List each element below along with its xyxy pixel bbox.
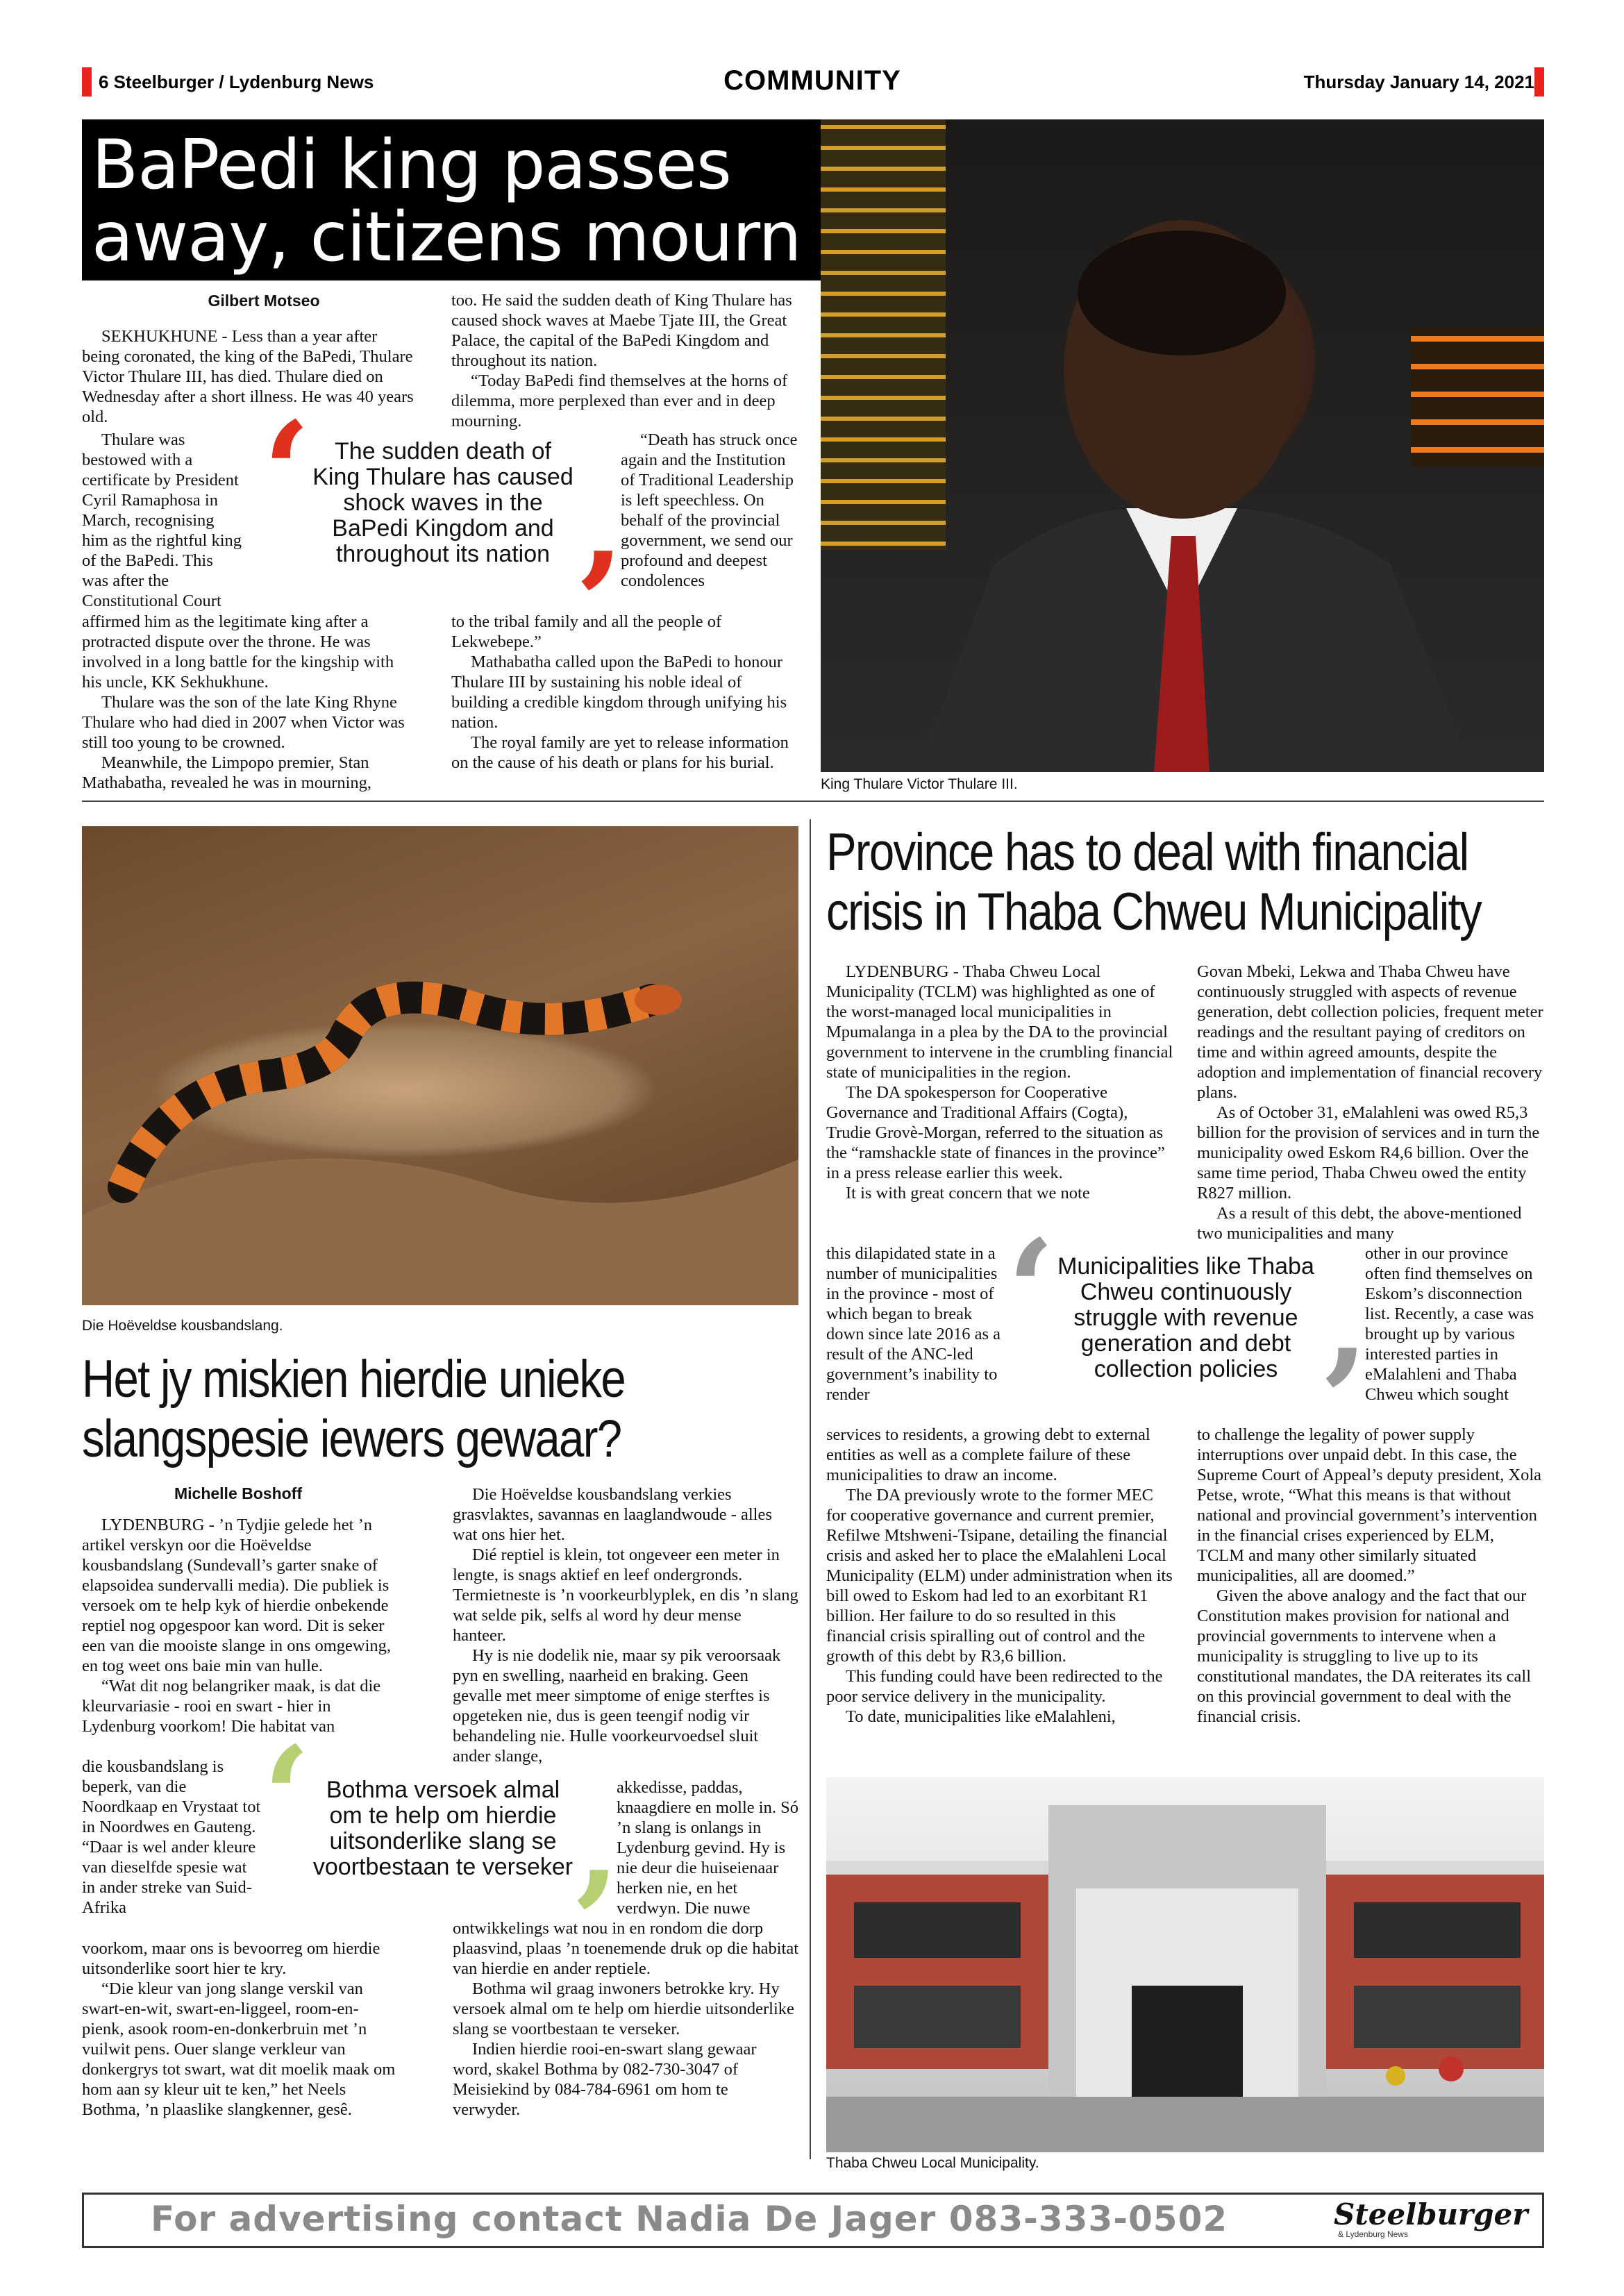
paragraph: This funding could have been redirected to the poor service delivery in the municipality. [826, 1667, 1163, 1706]
paragraph: die kousbandslang is beperk, van die Noordkaap en Vrystaat tot in Noordwes en Gauteng. “Daar is wel ander kleure van dieselfde spesie wat in ander streke van Suid-Afrika [82, 1757, 261, 1917]
page-label: 6 Steelburger / Lydenburg News [99, 72, 374, 92]
paragraph: other in our province often find themselves on Eskom’s disconnection list. Recently, a case was brought up by various interested parties in eMalahleni and Thaba Chweu which sought [1365, 1244, 1534, 1404]
close-quote-icon: ’ [575, 522, 623, 685]
paragraph: ontwikkelings wat nou in en rondom die dorp plaasvind, plaas ’n toenemende druk op die habitat van hierdie en ander reptiele. [453, 1919, 799, 1978]
article1-pull-quote: The sudden death of King Thulare has caused shock waves in the BaPedi Kingdom and throughout its nation [312, 438, 574, 567]
issue-date: Thursday January 14, 2021 [1303, 72, 1534, 92]
paragraph: Govan Mbeki, Lekwa and Thaba Chweu have continuously struggled with aspects of revenue generation, debt collection policies, frequent meter readings and the resultant paying of creditors on time and within agreed amounts, despite the adoption and implementation of financial recovery plans. [1197, 962, 1543, 1102]
close-quote-icon: ’ [571, 1841, 619, 2004]
article3-byline: Michelle Boshoff [174, 1484, 302, 1502]
paragraph: “Death has struck once again and the Institution of Traditional Leadership is left speechless. On behalf of the provincial government, we send our profound and deepest condolences [621, 430, 798, 590]
paragraph: Dié reptiel is klein, tot ongeveer een meter in lengte, is snags aktief en leef ondergronds. Termietneste is ’n voorkeurblyplek, en dis ’n slang wat selde pik, selfs al word hy deur mense hanteer. [453, 1545, 798, 1645]
paragraph: Die Hoëveldse kousbandslang verkies grasvlaktes, savannas en laaglandwoude - alles wat ons hier het. [453, 1485, 772, 1544]
advertising-contact: For advertising contact Nadia De Jager 083-333-0502 [151, 2199, 1228, 2239]
article2-column2-top [1197, 962, 1544, 1243]
section-title: COMMUNITY [723, 65, 901, 96]
article3-column2-top [453, 1484, 798, 1766]
article2-column2-bottom [1197, 1425, 1544, 1727]
paragraph: SEKHUKHUNE - Less than a year after being coronated, the king of the BaPedi, Thulare Victor Thulare III, has died. Thulare died on Wednesday after a short illness. He was 40 years old. [82, 327, 414, 426]
paragraph: “Wat dit nog belangriker maak, is dat die kleurvariasie - rooi en swart - hier in Lydenburg voorkom! Die habitat van [82, 1677, 381, 1736]
paragraph: Meanwhile, the Limpopo premier, Stan Mathabatha, revealed he was in mourning, [82, 753, 372, 792]
paragraph: As of October 31, eMalahleni was owed R5,3 billion for the provision of services and in turn the municipality owed Eskom R4,6 billion. Over the same time period, Thaba Chweu owed the entity R827 million. [1197, 1103, 1540, 1203]
article1-column2-wrap [621, 430, 798, 591]
figure-silhouette [821, 119, 1544, 772]
paragraph: The royal family are yet to release information on the cause of his death or plans for his burial. [451, 733, 789, 772]
municipality-building-photo [826, 1777, 1544, 2152]
open-quote-icon: ‘ [1007, 1209, 1055, 1373]
paragraph: It is with great concern that we note [846, 1184, 1090, 1203]
article3-column1-bottom [82, 1938, 400, 2120]
article1-headline-line1: BaPedi king passes [92, 126, 731, 205]
article2-column1-wrap [826, 1243, 1003, 1405]
article1-column1-wrap [82, 430, 242, 611]
open-quote-icon: ‘ [262, 392, 311, 555]
paragraph: voorkom, maar ons is bevoorreg om hierdie uitsonderlike soort hier te kry. [82, 1939, 380, 1978]
article2-column2-wrap [1365, 1243, 1544, 1405]
advertising-banner [82, 2193, 1544, 2248]
article3-column2-bottom [453, 1918, 798, 2120]
paragraph: services to residents, a growing debt to external entities as well as a complete failure of these municipalities to draw an income. [826, 1425, 1150, 1484]
garter-snake-photo [82, 826, 798, 1305]
paragraph: Given the above analogy and the fact that our Constitution makes provision for national and provincial governments to intervene when a municipality is struggling to live up to its constitutional mandates, the DA reiterates its call on this provincial government to deal with the financial crisis. [1197, 1586, 1532, 1726]
article3-column1-wrap [82, 1757, 264, 1918]
paragraph: Indien hierdie rooi-en-swart slang gewaar word, skakel Bothma by 082-730-3047 of Meisiekind by 084-784-6961 om hom te verwyder. [453, 2040, 757, 2119]
article3-headline-line2: slangspesie iewers gewaar? [82, 1409, 621, 1468]
king-thulare-photo [821, 119, 1544, 772]
article1-headline-line2: away, citizens mourn [92, 198, 801, 277]
article3-column2-wrap [617, 1777, 798, 1918]
article1-byline: Gilbert Motseo [208, 292, 320, 310]
paragraph: LYDENBURG - Thaba Chweu Local Municipality (TCLM) was highlighted as one of the worst-managed local municipalities in Mpumalanga in a plea by the DA to the provincial government to intervene in the crumbling financial state of municipalities in the region. [826, 962, 1173, 1082]
paragraph: The DA spokesperson for Cooperative Governance and Traditional Affairs (Cogta), Trudie Grovè-Morgan, referred to the situation as the “ramshackle state of finances in the province” in a press release earlier this week. [826, 1083, 1165, 1182]
article1-column2-top [451, 290, 797, 431]
article2-photo-caption: Thaba Chweu Local Municipality. [826, 2155, 1039, 2171]
article2-headline-line2: crisis in Thaba Chweu Municipality [826, 882, 1481, 941]
paragraph: to the tribal family and all the people of Lekwebepe.” [451, 612, 722, 651]
building-illustration [826, 1777, 1544, 2152]
article2-column1-top [826, 962, 1173, 1203]
article3-photo-caption: Die Hoëveldse kousbandslang. [82, 1318, 283, 1334]
article1-headline [82, 119, 821, 277]
article3-headline-line1: Het jy miskien hierdie unieke [82, 1350, 626, 1409]
article2-headline-line1: Province has to deal with financial [826, 823, 1468, 882]
paragraph: Hy is nie dodelik nie, maar sy pik veroorsaak pyn en swelling, naarheid en braking. Geen gevalle met meer simptome of enige sterftes is opgeteken nie, dus is geen teengif nodig vir behandeling nie. Hulle voorkeurvoedsel sluit ander slange, [453, 1646, 781, 1766]
article2-column1-bottom [826, 1425, 1173, 1727]
article3-column1-top [82, 1515, 400, 1736]
article2-pull-quote: Municipalities like Thaba Chweu continuously struggle with revenue generation and debt collection policies [1057, 1253, 1314, 1382]
open-quote-icon: ‘ [262, 1716, 311, 1879]
close-quote-icon: ’ [1319, 1319, 1368, 1482]
article3-pull-quote: Bothma versoek almal om te help om hierdie uitsonderlike slang se voortbestaan te verseker [312, 1777, 574, 1880]
article1-column1 [82, 326, 414, 427]
paragraph: LYDENBURG - ’n Tydjie gelede het ’n artikel verskyn oor die Hoëveldse kousbandslang (Sundevall’s garter snake of elapsoidea sundervalli media). Die publiek is versoek om te help kyk of hierdie onbekende reptiel nog opgespoor kan word. Dit is seker een van die mooiste slange in ons omgewing, en tog weet ons baie min van hulle. [82, 1516, 391, 1675]
column-divider [810, 819, 811, 2159]
paragraph: this dilapidated state in a number of municipalities in the province - most of which began to break down since late 2016 as a result of the ANC-led government’s inability to render [826, 1244, 1001, 1404]
header-accent-left [82, 67, 92, 97]
header-accent-right [1534, 67, 1544, 97]
article1-photo-caption: King Thulare Victor Thulare III. [821, 776, 1018, 792]
paragraph: “Die kleur van jong slange verskil van swart-en-wit, swart-en-liggeel, room-en-pienk, asook room-en-donkerbruin met ’n vuilwit pens. Ouer slange verkleur van donkergrys tot swart, wat dit moelik maak om hom aan sy kleur uit te ken,” het Neels Bothma, ’n plaaslike slangkenner, gesê. [82, 1979, 396, 2119]
steelburger-logo: Steelburger [1334, 2197, 1528, 2231]
logo-subtitle: & Lydenburg News [1338, 2229, 1408, 2239]
paragraph: To date, municipalities like eMalahleni, [846, 1707, 1116, 1726]
paragraph: “Today BaPedi find themselves at the horns of dilemma, more perplexed than ever and in deep mourning. [451, 371, 788, 430]
section-divider [82, 801, 1544, 802]
paragraph: akkedisse, paddas, knaagdiere en molle in. Só ’n slang is onlangs in Lydenburg gevind. Hy is nie deur die huiseienaar herken nie, en het verdwyn. Die nuwe [617, 1778, 798, 1918]
paragraph: Thulare was bestowed with a certificate by President Cyril Ramaphosa in March, recognising him as the rightful king of the BaPedi. This was after the Constitutional Court [82, 430, 242, 610]
paragraph: too. He said the sudden death of King Thulare has caused shock waves at Maebe Tjate III, the Great Palace, the capital of the BaPedi Kingdom and throughout its nation. [451, 291, 792, 370]
paragraph: to challenge the legality of power supply interruptions over unpaid debt. In this case, the Supreme Court of Appeal’s deputy president, Xola Petse, wrote, “What this means is that without national and provincial government’s intervention in the financial crises experienced by ELM, TCLM and many other similarly situated municipalities, all are doomed.” [1197, 1425, 1542, 1585]
article1-column2-bottom [451, 612, 797, 773]
article1-headline-box [82, 119, 821, 280]
paragraph: As a result of this debt, the above-mentioned two municipalities and many [1197, 1204, 1522, 1243]
paragraph: Bothma wil graag inwoners betrokke kry. Hy versoek almal om te help om hierdie uitsonderlike slang se voortbestaan te verseker. [453, 1979, 794, 2038]
paragraph: Thulare was the son of the late King Rhyne Thulare who had died in 2007 when Victor was still too young to be crowned. [82, 693, 405, 752]
paragraph: Mathabatha called upon the BaPedi to honour Thulare III by sustaining his noble ideal of building a credible kingdom through unifying his nation. [451, 653, 787, 732]
paragraph: The DA previously wrote to the former MEC for cooperative governance and current premier, Refilwe Mtshweni-Tsipane, detailing the financial crisis and asked her to place the eMalahleni Local Municipality (ELM) under administration when its bill owed to Eskom had led to an exorbitant R1 billion. Her failure to do so resulted in this financial crisis spiralling out of control and the growth of this debt by R3,6 billion. [826, 1486, 1173, 1666]
paragraph: affirmed him as the legitimate king after a protracted dispute over the throne. He was involved in a long battle for the kingship with his uncle, KK Sekhukhune. [82, 612, 394, 692]
article1-column1-lower [82, 612, 414, 793]
snake-illustration [82, 826, 798, 1305]
